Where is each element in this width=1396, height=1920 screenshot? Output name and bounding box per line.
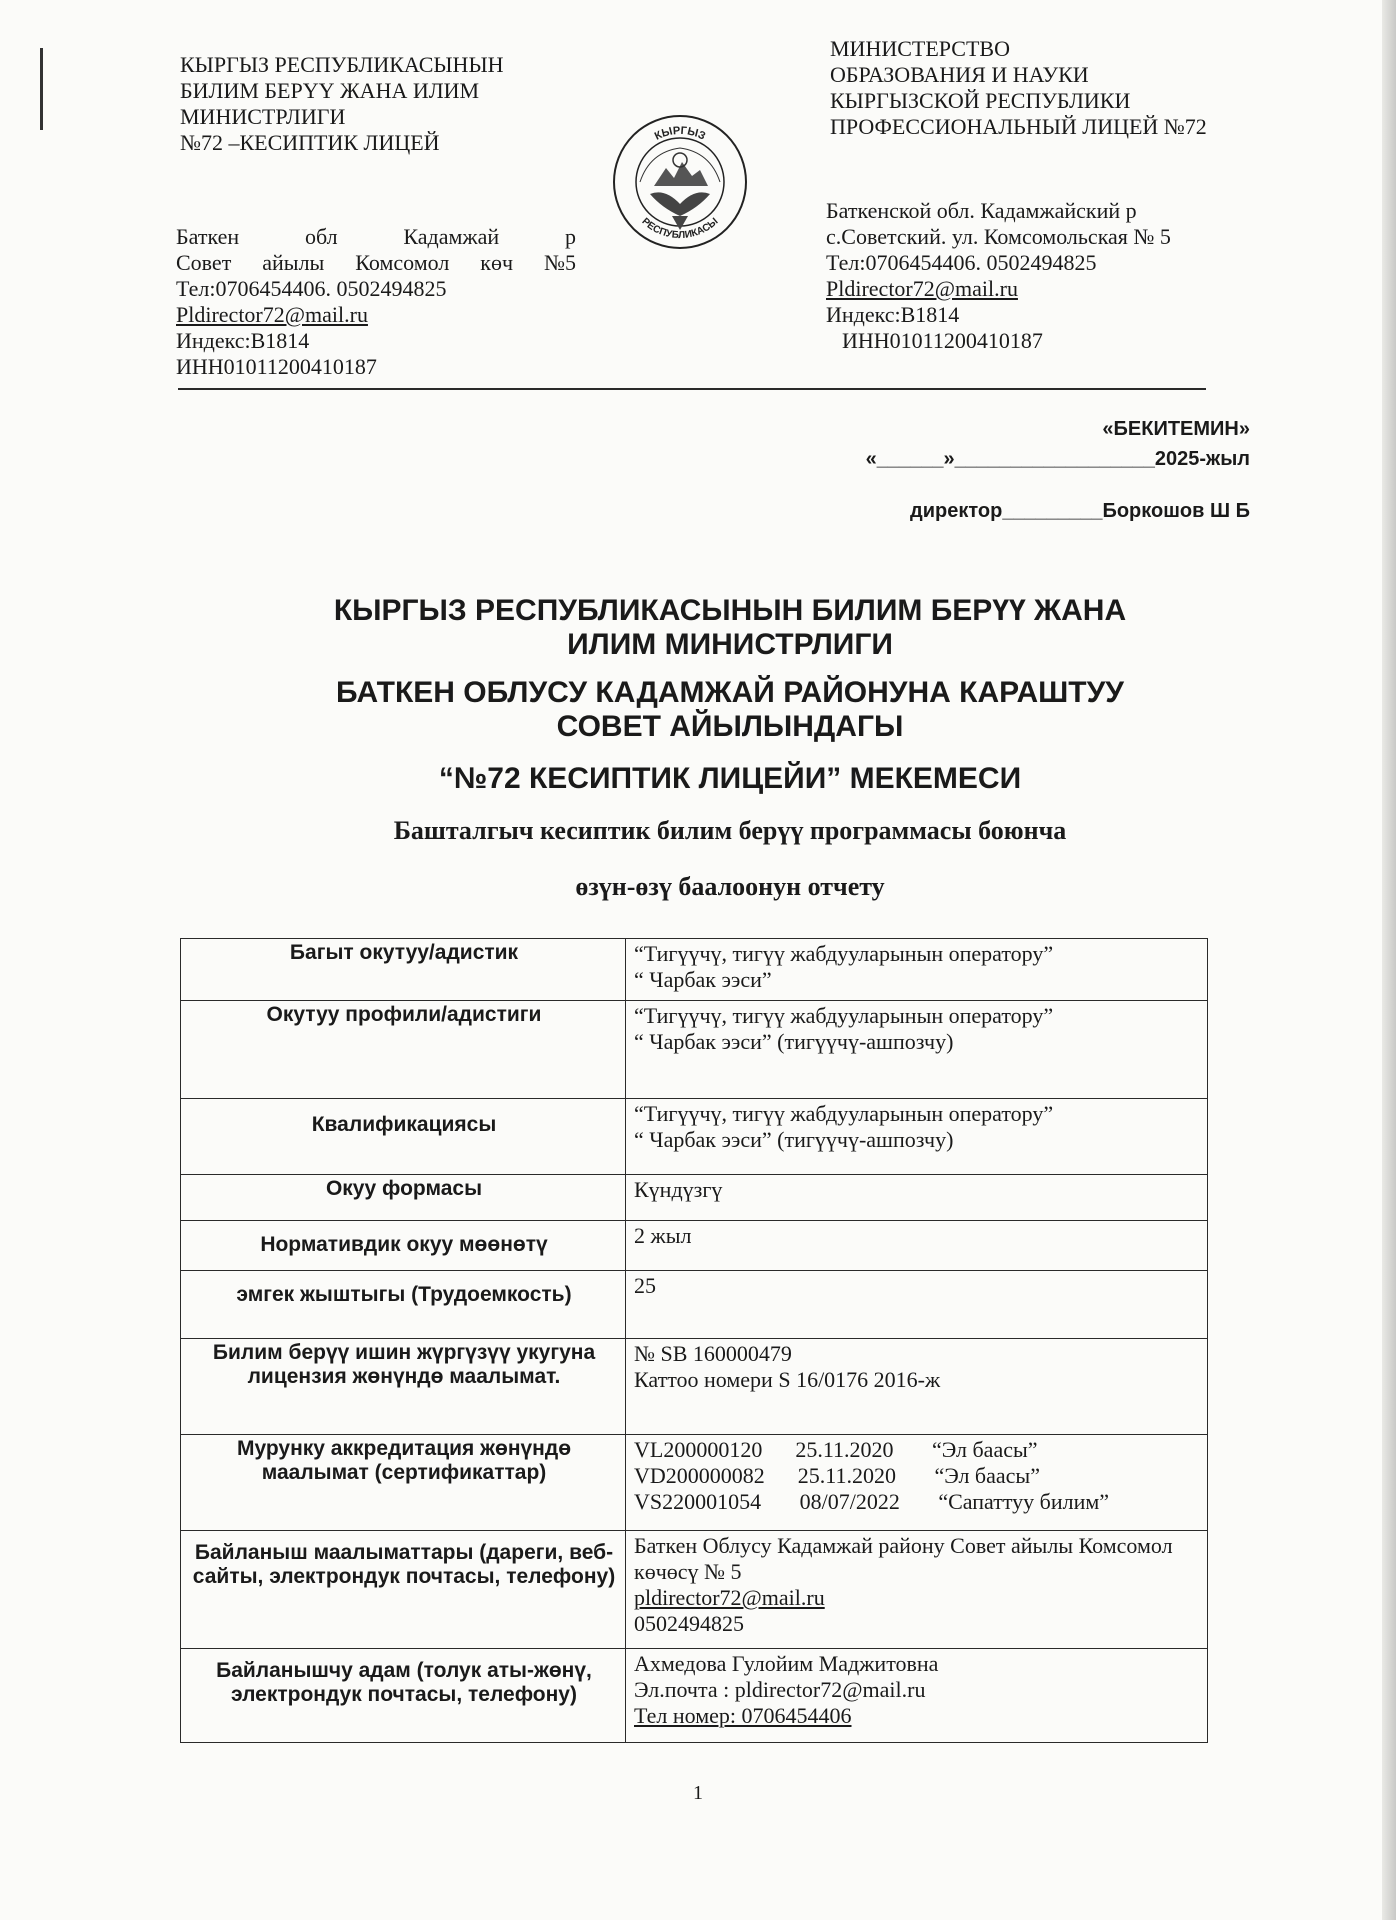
page-number: 1 — [693, 1782, 703, 1804]
document-subtitle-report: өзүн-өзү баалоонун отчету — [575, 872, 885, 901]
header-left-phone: Тел:0706454406. 0502494825 — [176, 276, 447, 301]
svg-text:КЫРГЫЗ — [653, 125, 708, 143]
address-word: Кадамжай — [403, 224, 500, 249]
title-line: КЫРГЫЗ РЕСПУБЛИКАСЫНЫН БИЛИМ БЕРҮҮ ЖАНА — [333, 594, 1127, 627]
address-row — [176, 224, 576, 250]
row-value — [626, 1531, 1208, 1649]
scan-edge — [1382, 0, 1396, 1920]
title-line: БАТКЕН ОБЛУСУ КАДАМЖАЙ РАЙОНУНА КАРАШТУУ — [336, 676, 1124, 709]
header-left-org — [180, 52, 620, 156]
value-line: VS220001054 08/07/2022 “Сапаттуу билим” — [634, 1489, 1110, 1514]
header-right-email-link[interactable]: Pldirector72@mail.ru — [826, 276, 1018, 301]
header-right-line: МИНИСТЕРСТВО — [830, 36, 1010, 61]
address-row — [176, 250, 576, 276]
row-label: Квалификациясы — [181, 1099, 626, 1175]
value-line: “ Чарбак ээси” (тигүүчү-ашпозчу) — [634, 1029, 954, 1054]
value-line: Ахмедова Гулойим Маджитовна — [634, 1651, 939, 1676]
header-right-inn: ИНН01011200410187 — [842, 328, 1043, 353]
row-value — [626, 1175, 1208, 1221]
document-title-institution: “№72 КЕСИПТИК ЛИЦЕЙИ” МЕКЕМЕСИ — [438, 762, 1022, 795]
value-line: “ Чарбак ээси” — [634, 967, 772, 992]
header-right-line: КЫРГЫЗСКОЙ РЕСПУБЛИКИ — [830, 88, 1131, 113]
table-row — [181, 1435, 1208, 1531]
title-line: ИЛИМ МИНИСТРЛИГИ — [567, 628, 893, 661]
document-subtitle: Башталгыч кесиптик билим берүү программасы боюнча — [393, 816, 1067, 845]
header-left-email-link[interactable]: Pldirector72@mail.ru — [176, 302, 368, 327]
header-right-line: ПРОФЕССИОНАЛЬНЫЙ ЛИЦЕЙ №72 — [830, 114, 1207, 139]
address-word: №5 — [543, 250, 576, 275]
row-label: Байланышчу адам (толук аты-жөнү, электрондук почтасы, телефону) — [181, 1649, 626, 1743]
value-line: 0502494825 — [634, 1611, 744, 1636]
address-word: Комсомол — [355, 250, 450, 275]
table-row — [181, 1271, 1208, 1339]
approval-director-line: директор_________Боркошов Ш Б — [910, 500, 1250, 522]
approval-title: «БЕКИТЕМИН» — [1102, 418, 1250, 440]
header-right-addr2: с.Советский. ул. Комсомольская № 5 — [826, 224, 1171, 249]
table-row — [181, 1531, 1208, 1649]
row-label: Билим берүү ишин жүргүзүү укугуна лицензия жөнүндө маалымат. — [181, 1339, 626, 1435]
row-value — [626, 1001, 1208, 1099]
document-title-ministry — [250, 594, 1210, 662]
emblem-bottom-text: РЕСПУБЛИКАСЫ — [639, 216, 721, 242]
header-left-inn: ИНН01011200410187 — [176, 354, 377, 379]
row-label: эмгек жыштыгы (Трудоемкость) — [181, 1271, 626, 1339]
value-line: “Тигүүчү, тигүү жабдууларынын оператору” — [634, 1101, 1054, 1126]
value-line: Каттоо номери S 16/0176 2016-ж — [634, 1367, 941, 1392]
table-row — [181, 1339, 1208, 1435]
header-right-line: ОБРАЗОВАНИЯ И НАУКИ — [830, 62, 1089, 87]
table-row — [181, 1001, 1208, 1099]
address-word: р — [564, 224, 576, 249]
table-row — [181, 1221, 1208, 1271]
row-label: Мурунку аккредитация жөнүндө маалымат (сертификаттар) — [181, 1435, 626, 1531]
header-left-line: КЫРГЫЗ РЕСПУБЛИКАСЫНЫН — [180, 52, 504, 77]
table-row — [181, 939, 1208, 1001]
value-line: № SB 160000479 — [634, 1341, 792, 1366]
header-left-index: Индекс:B1814 — [176, 328, 310, 353]
state-emblem-icon — [610, 112, 750, 252]
value-line: 25 — [634, 1273, 656, 1298]
value-line: VD200000082 25.11.2020 “Эл баасы” — [634, 1463, 1040, 1488]
value-line: Күндүзгү — [634, 1177, 723, 1202]
title-line: СОВЕТ АЙЫЛЫНДАГЫ — [556, 710, 904, 743]
row-value — [626, 1221, 1208, 1271]
row-value — [626, 1435, 1208, 1531]
emblem-top-text: КЫРГЫЗ — [652, 124, 708, 143]
table-row — [181, 1175, 1208, 1221]
address-word: Совет — [176, 250, 232, 275]
value-line: VL200000120 25.11.2020 “Эл баасы” — [634, 1437, 1038, 1462]
row-value — [626, 1649, 1208, 1743]
value-line: Баткен Облусу Кадамжай району Совет айылы Комсомол — [634, 1533, 1173, 1558]
value-line: “Тигүүчү, тигүү жабдууларынын оператору” — [634, 1003, 1054, 1028]
header-right-index: Индекс:B1814 — [826, 302, 960, 327]
value-line: көчөсү № 5 — [634, 1559, 742, 1584]
row-label: Окуу формасы — [181, 1175, 626, 1221]
value-line: 2 жыл — [634, 1223, 692, 1248]
approval-date-line: «______»__________________2025-жыл — [865, 448, 1250, 470]
address-word: көч — [480, 250, 514, 275]
value-line: “Тигүүчү, тигүү жабдууларынын оператору” — [634, 941, 1054, 966]
header-left-line: №72 –КЕСИПТИК ЛИЦЕЙ — [180, 130, 440, 155]
margin-mark — [40, 48, 43, 130]
header-right-address — [826, 198, 1246, 354]
header-right-addr1: Баткенской обл. Кадамжайский р — [826, 198, 1137, 223]
row-value — [626, 939, 1208, 1001]
document-title-location — [250, 676, 1210, 744]
header-right-org — [830, 36, 1270, 140]
contact-person-phone: Тел номер: 0706454406 — [634, 1703, 852, 1728]
info-table — [180, 938, 1208, 1743]
table-row — [181, 1099, 1208, 1175]
value-line: “ Чарбак ээси” (тигүүчү-ашпозчу) — [634, 1127, 954, 1152]
contact-email-link[interactable]: pldirector72@mail.ru — [634, 1585, 825, 1610]
header-left-address — [176, 224, 596, 380]
address-word: Баткен — [176, 224, 240, 249]
row-value — [626, 1339, 1208, 1435]
row-value — [626, 1271, 1208, 1339]
row-label: Окутуу профили/адистиги — [181, 1001, 626, 1099]
header-right-phone: Тел:0706454406. 0502494825 — [826, 250, 1097, 275]
table-row — [181, 1649, 1208, 1743]
contact-person-email[interactable]: Эл.почта : pldirector72@mail.ru — [634, 1677, 926, 1702]
address-word: айылы — [262, 250, 325, 275]
row-value — [626, 1099, 1208, 1175]
row-label: Нормативдик окуу мөөнөтү — [181, 1221, 626, 1271]
row-label: Багыт окутуу/адистик — [181, 939, 626, 1001]
address-word: обл — [304, 224, 338, 249]
row-label: Байланыш маалыматтары (дареги, веб-сайты, электрондук почтасы, телефону) — [181, 1531, 626, 1649]
header-left-line: МИНИСТРЛИГИ — [180, 104, 346, 129]
header-divider — [178, 388, 1206, 390]
header-left-line: БИЛИМ БЕРҮҮ ЖАНА ИЛИМ — [180, 78, 480, 103]
